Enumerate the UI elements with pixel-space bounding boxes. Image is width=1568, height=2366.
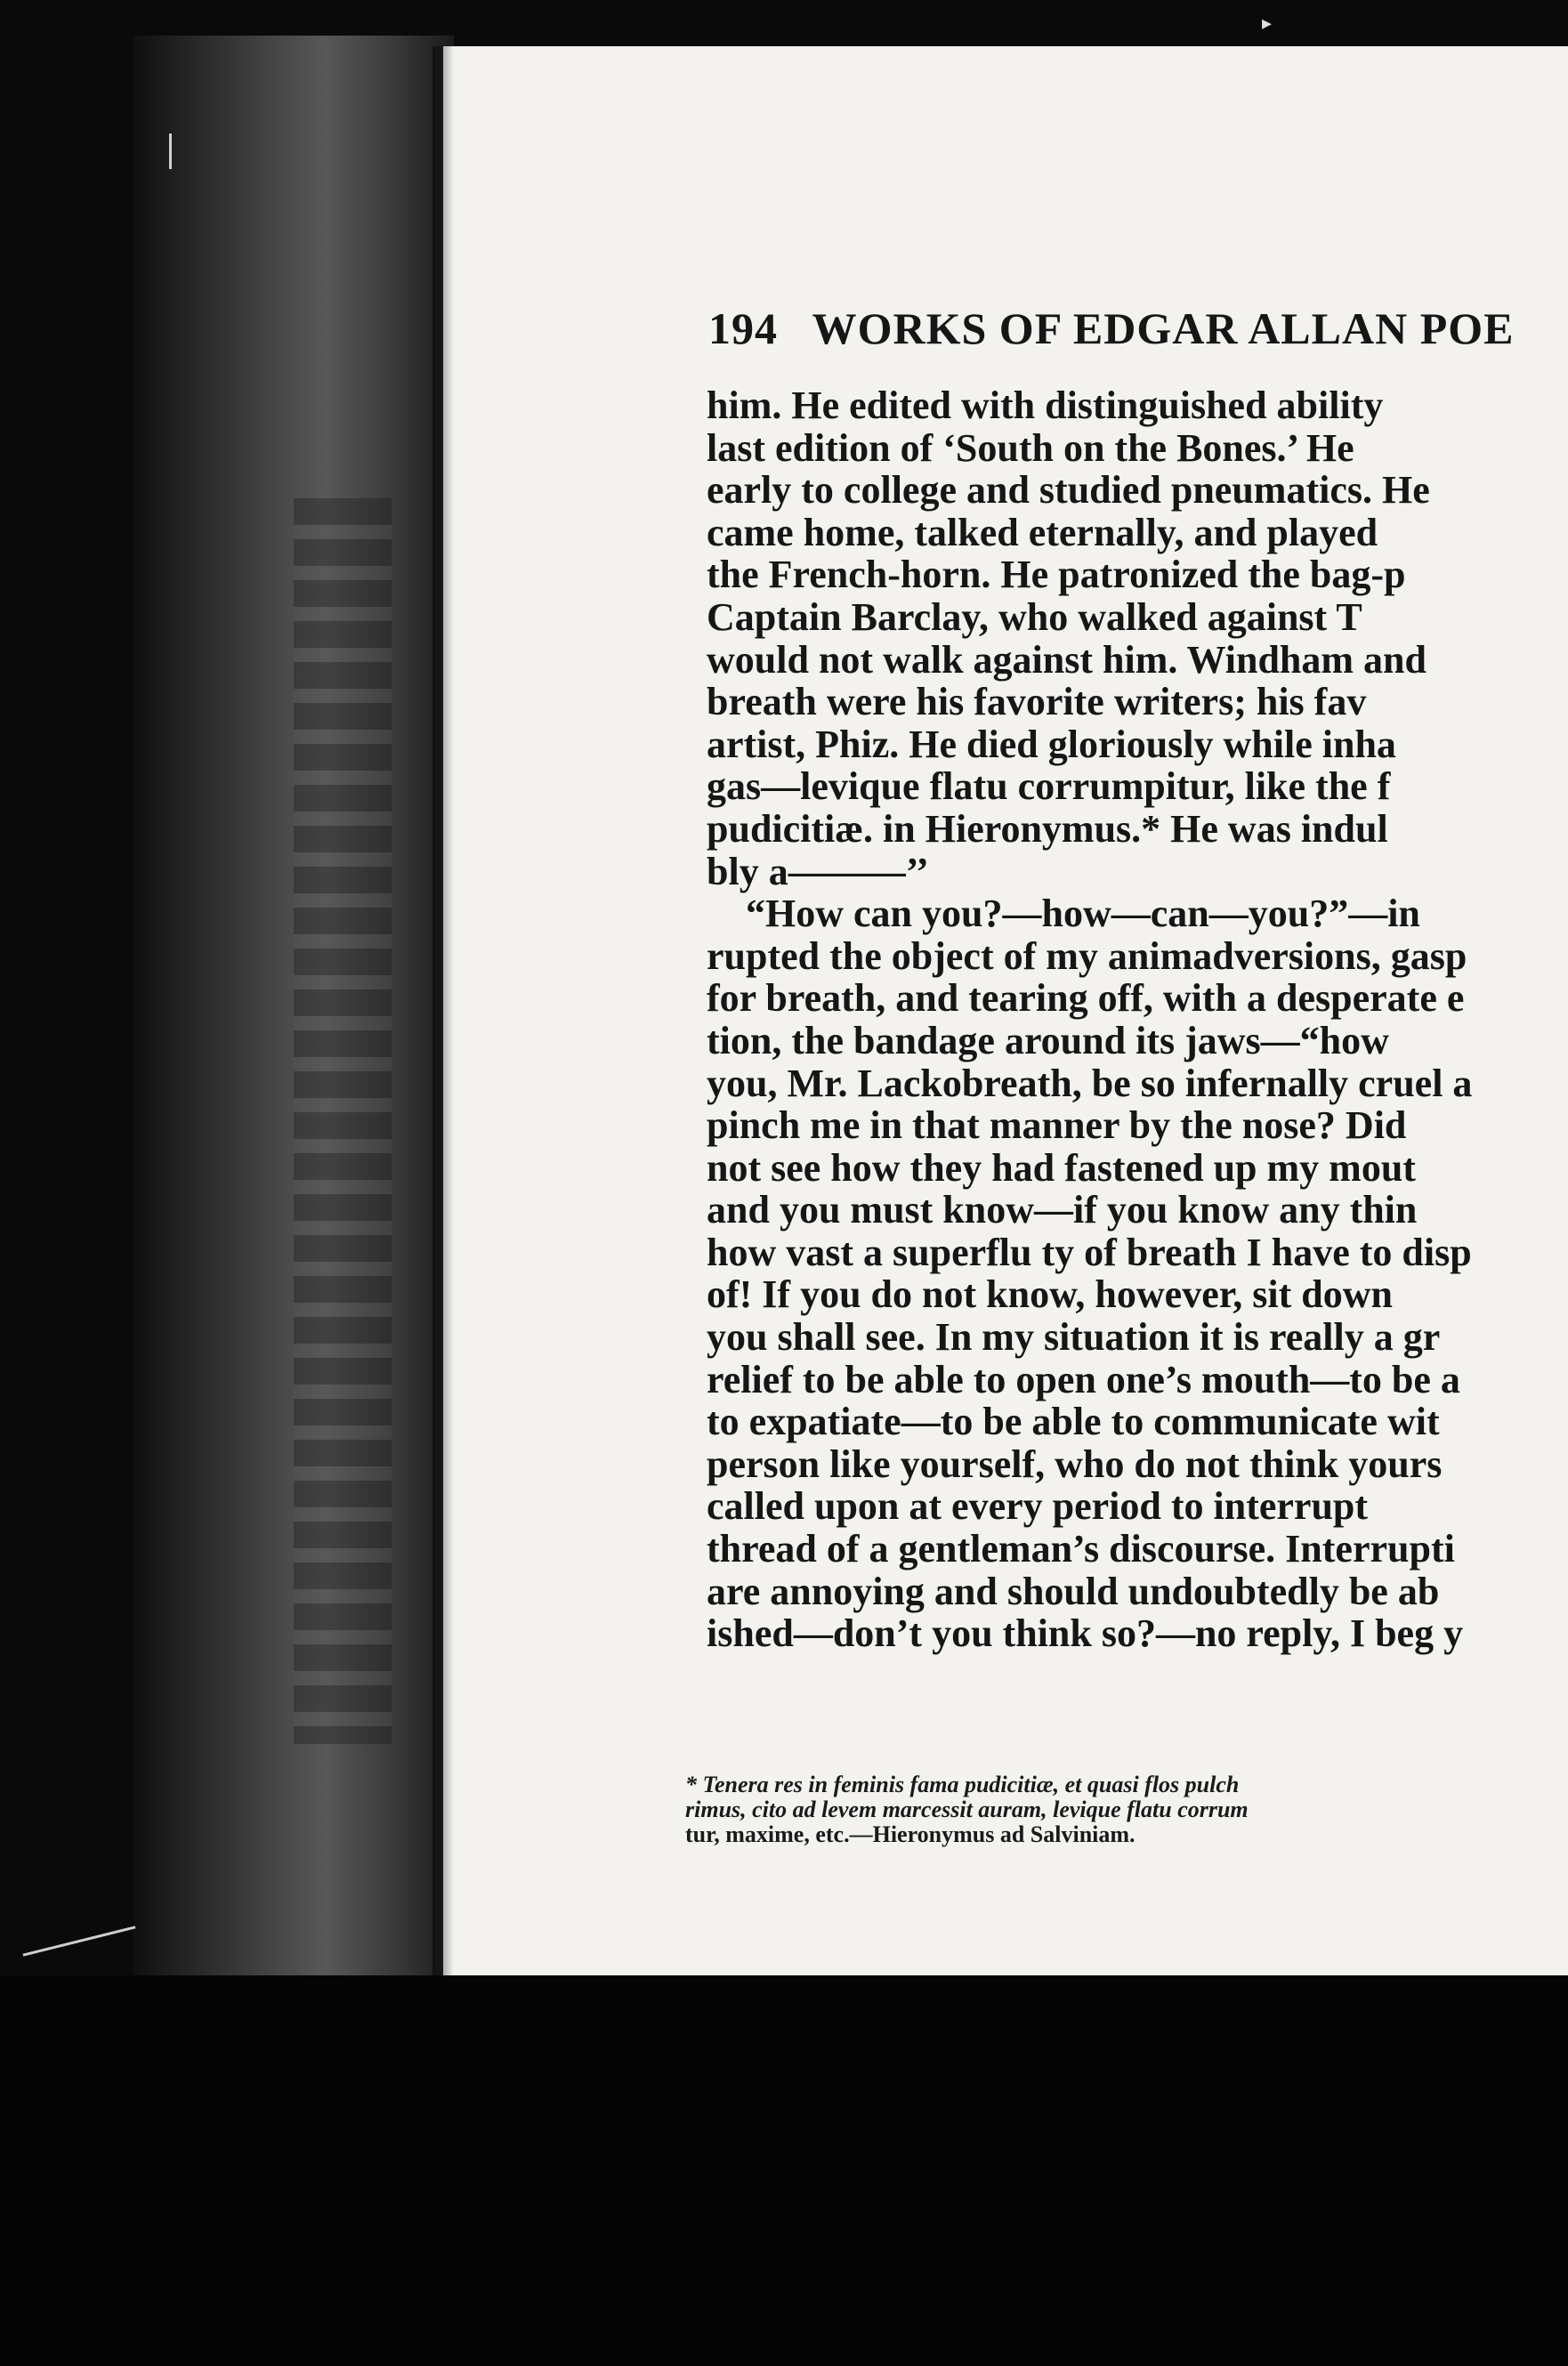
- text-line: last edition of ‘South on the Bones.’ He: [707, 425, 1354, 470]
- scan-scratch-mark: [169, 133, 172, 169]
- page-number: 194: [708, 303, 778, 353]
- text-line: thread of a gentleman’s discourse. Interrupti: [707, 1527, 1455, 1571]
- text-line: bly a———’’: [707, 849, 929, 893]
- text-line: rupted the object of my animadversions, gasp: [707, 933, 1467, 978]
- text-line: called upon at every period to interrupt: [707, 1484, 1369, 1529]
- text-line: artist, Phiz. He died gloriously while inha: [707, 722, 1396, 766]
- text-line: you shall see. In my situation it is really a gr: [707, 1315, 1441, 1360]
- text-line: not see how they had fastened up my mout: [707, 1145, 1416, 1190]
- text-line: the French-horn. He patronized the bag-p: [707, 553, 1406, 597]
- library-stamp: [294, 498, 392, 1744]
- text-line: breath were his favorite writers; his fav: [707, 680, 1367, 724]
- paragraph-start-line: “How can you?—how—can—you?”—in: [746, 892, 1420, 936]
- page-gutter-shadow: [432, 46, 454, 1975]
- footnote-line: rimus, cito ad levem marcessit auram, levique flatu corrum: [685, 1797, 1249, 1822]
- running-header: [708, 303, 1515, 354]
- text-line: are annoying and should undoubtedly be ab: [707, 1569, 1440, 1613]
- scan-arrow-mark: ▸: [1262, 12, 1273, 35]
- text-line: him. He edited with distinguished ability: [707, 384, 1384, 427]
- footnote-line: tur, maxime, etc.—Hieronymus ad Salviniam.: [685, 1821, 1136, 1847]
- footnote: [685, 1772, 1568, 1847]
- text-line: came home, talked eternally, and played: [707, 510, 1378, 554]
- scan-background-bottom: [0, 1975, 1568, 2366]
- text-line: gas—levique flatu corrumpitur, like the f: [707, 764, 1391, 809]
- text-line: person like yourself, who do not think yours: [707, 1441, 1443, 1486]
- footnote-line: * Tenera res in feminis fama pudicitiæ, et quasi flos pulch: [685, 1772, 1240, 1797]
- book-title: WORKS OF EDGAR ALLAN POE: [812, 303, 1515, 353]
- text-line: and you must know—if you know any thin: [707, 1188, 1418, 1232]
- text-line: pudicitiæ. in Hieronymus.* He was indul: [707, 806, 1388, 851]
- text-line: for breath, and tearing off, with a desperate e: [707, 976, 1465, 1021]
- text-line: of! If you do not know, however, sit down: [707, 1272, 1393, 1317]
- text-line: early to college and studied pneumatics. He: [707, 468, 1430, 513]
- text-line: relief to be able to open one’s mouth—to be a: [707, 1357, 1460, 1401]
- text-line: to expatiate—to be able to communicate wit: [707, 1400, 1440, 1444]
- text-line: would not walk against him. Windham and: [707, 637, 1427, 682]
- body-text: [707, 384, 1568, 1655]
- scan-scratch-mark: [23, 1926, 136, 1956]
- text-line: Captain Barclay, who walked against T: [707, 594, 1362, 639]
- text-line: you, Mr. Lackobreath, be so infernally cruel a: [707, 1061, 1473, 1105]
- text-line: ished—don’t you think so?—no reply, I beg y: [707, 1611, 1464, 1655]
- text-line: tion, the bandage around its jaws—“how: [707, 1018, 1389, 1062]
- text-line: pinch me in that manner by the nose? Did: [707, 1103, 1407, 1148]
- text-line: how vast a superflu ty of breath I have to disp: [707, 1230, 1472, 1274]
